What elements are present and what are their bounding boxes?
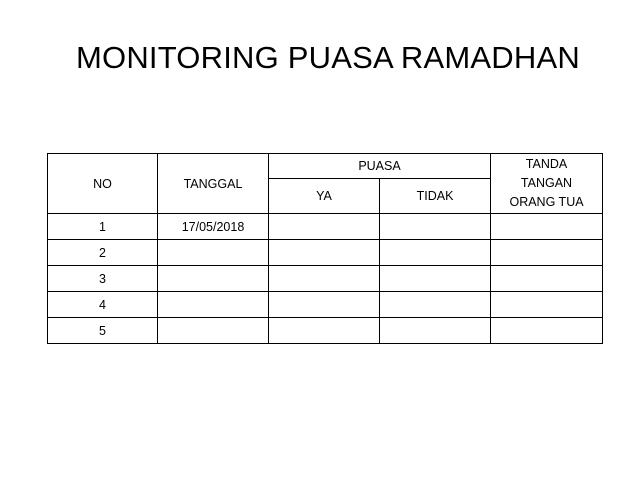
cell-no: 2 — [48, 240, 158, 266]
cell-ya — [269, 240, 380, 266]
cell-tidak — [380, 266, 491, 292]
cell-tanggal — [158, 318, 269, 344]
table-row — [48, 214, 603, 240]
cell-tanggal — [158, 266, 269, 292]
table-row — [48, 318, 603, 344]
cell-ya — [269, 318, 380, 344]
header-tanda-line2: TANGAN — [520, 176, 573, 190]
cell-tanda — [491, 292, 603, 318]
cell-no: 3 — [48, 266, 158, 292]
cell-tidak — [380, 240, 491, 266]
table-row — [48, 266, 603, 292]
cell-ya — [269, 266, 380, 292]
cell-tanda — [491, 240, 603, 266]
cell-tanda — [491, 214, 603, 240]
cell-tanda — [491, 266, 603, 292]
header-ya: YA — [269, 179, 380, 214]
cell-tidak — [380, 214, 491, 240]
monitoring-table — [47, 153, 603, 344]
cell-tanggal: 17/05/2018 — [158, 214, 269, 240]
header-tanggal: TANGGAL — [158, 154, 269, 214]
table-row — [48, 292, 603, 318]
cell-tanda — [491, 318, 603, 344]
cell-ya — [269, 292, 380, 318]
cell-ya — [269, 214, 380, 240]
table-row — [48, 240, 603, 266]
cell-no: 4 — [48, 292, 158, 318]
header-tanda-line3: ORANG TUA — [509, 195, 584, 209]
cell-no: 5 — [48, 318, 158, 344]
header-tidak: TIDAK — [380, 179, 491, 214]
cell-tidak — [380, 292, 491, 318]
cell-no: 1 — [48, 214, 158, 240]
page-title: MONITORING PUASA RAMADHAN — [76, 40, 580, 75]
cell-tanggal — [158, 240, 269, 266]
cell-tanggal — [158, 292, 269, 318]
header-tanda-tangan — [491, 154, 603, 214]
cell-tidak — [380, 318, 491, 344]
header-no: NO — [48, 154, 158, 214]
header-puasa: PUASA — [269, 154, 491, 179]
header-tanda-line1: TANDA — [525, 157, 568, 171]
